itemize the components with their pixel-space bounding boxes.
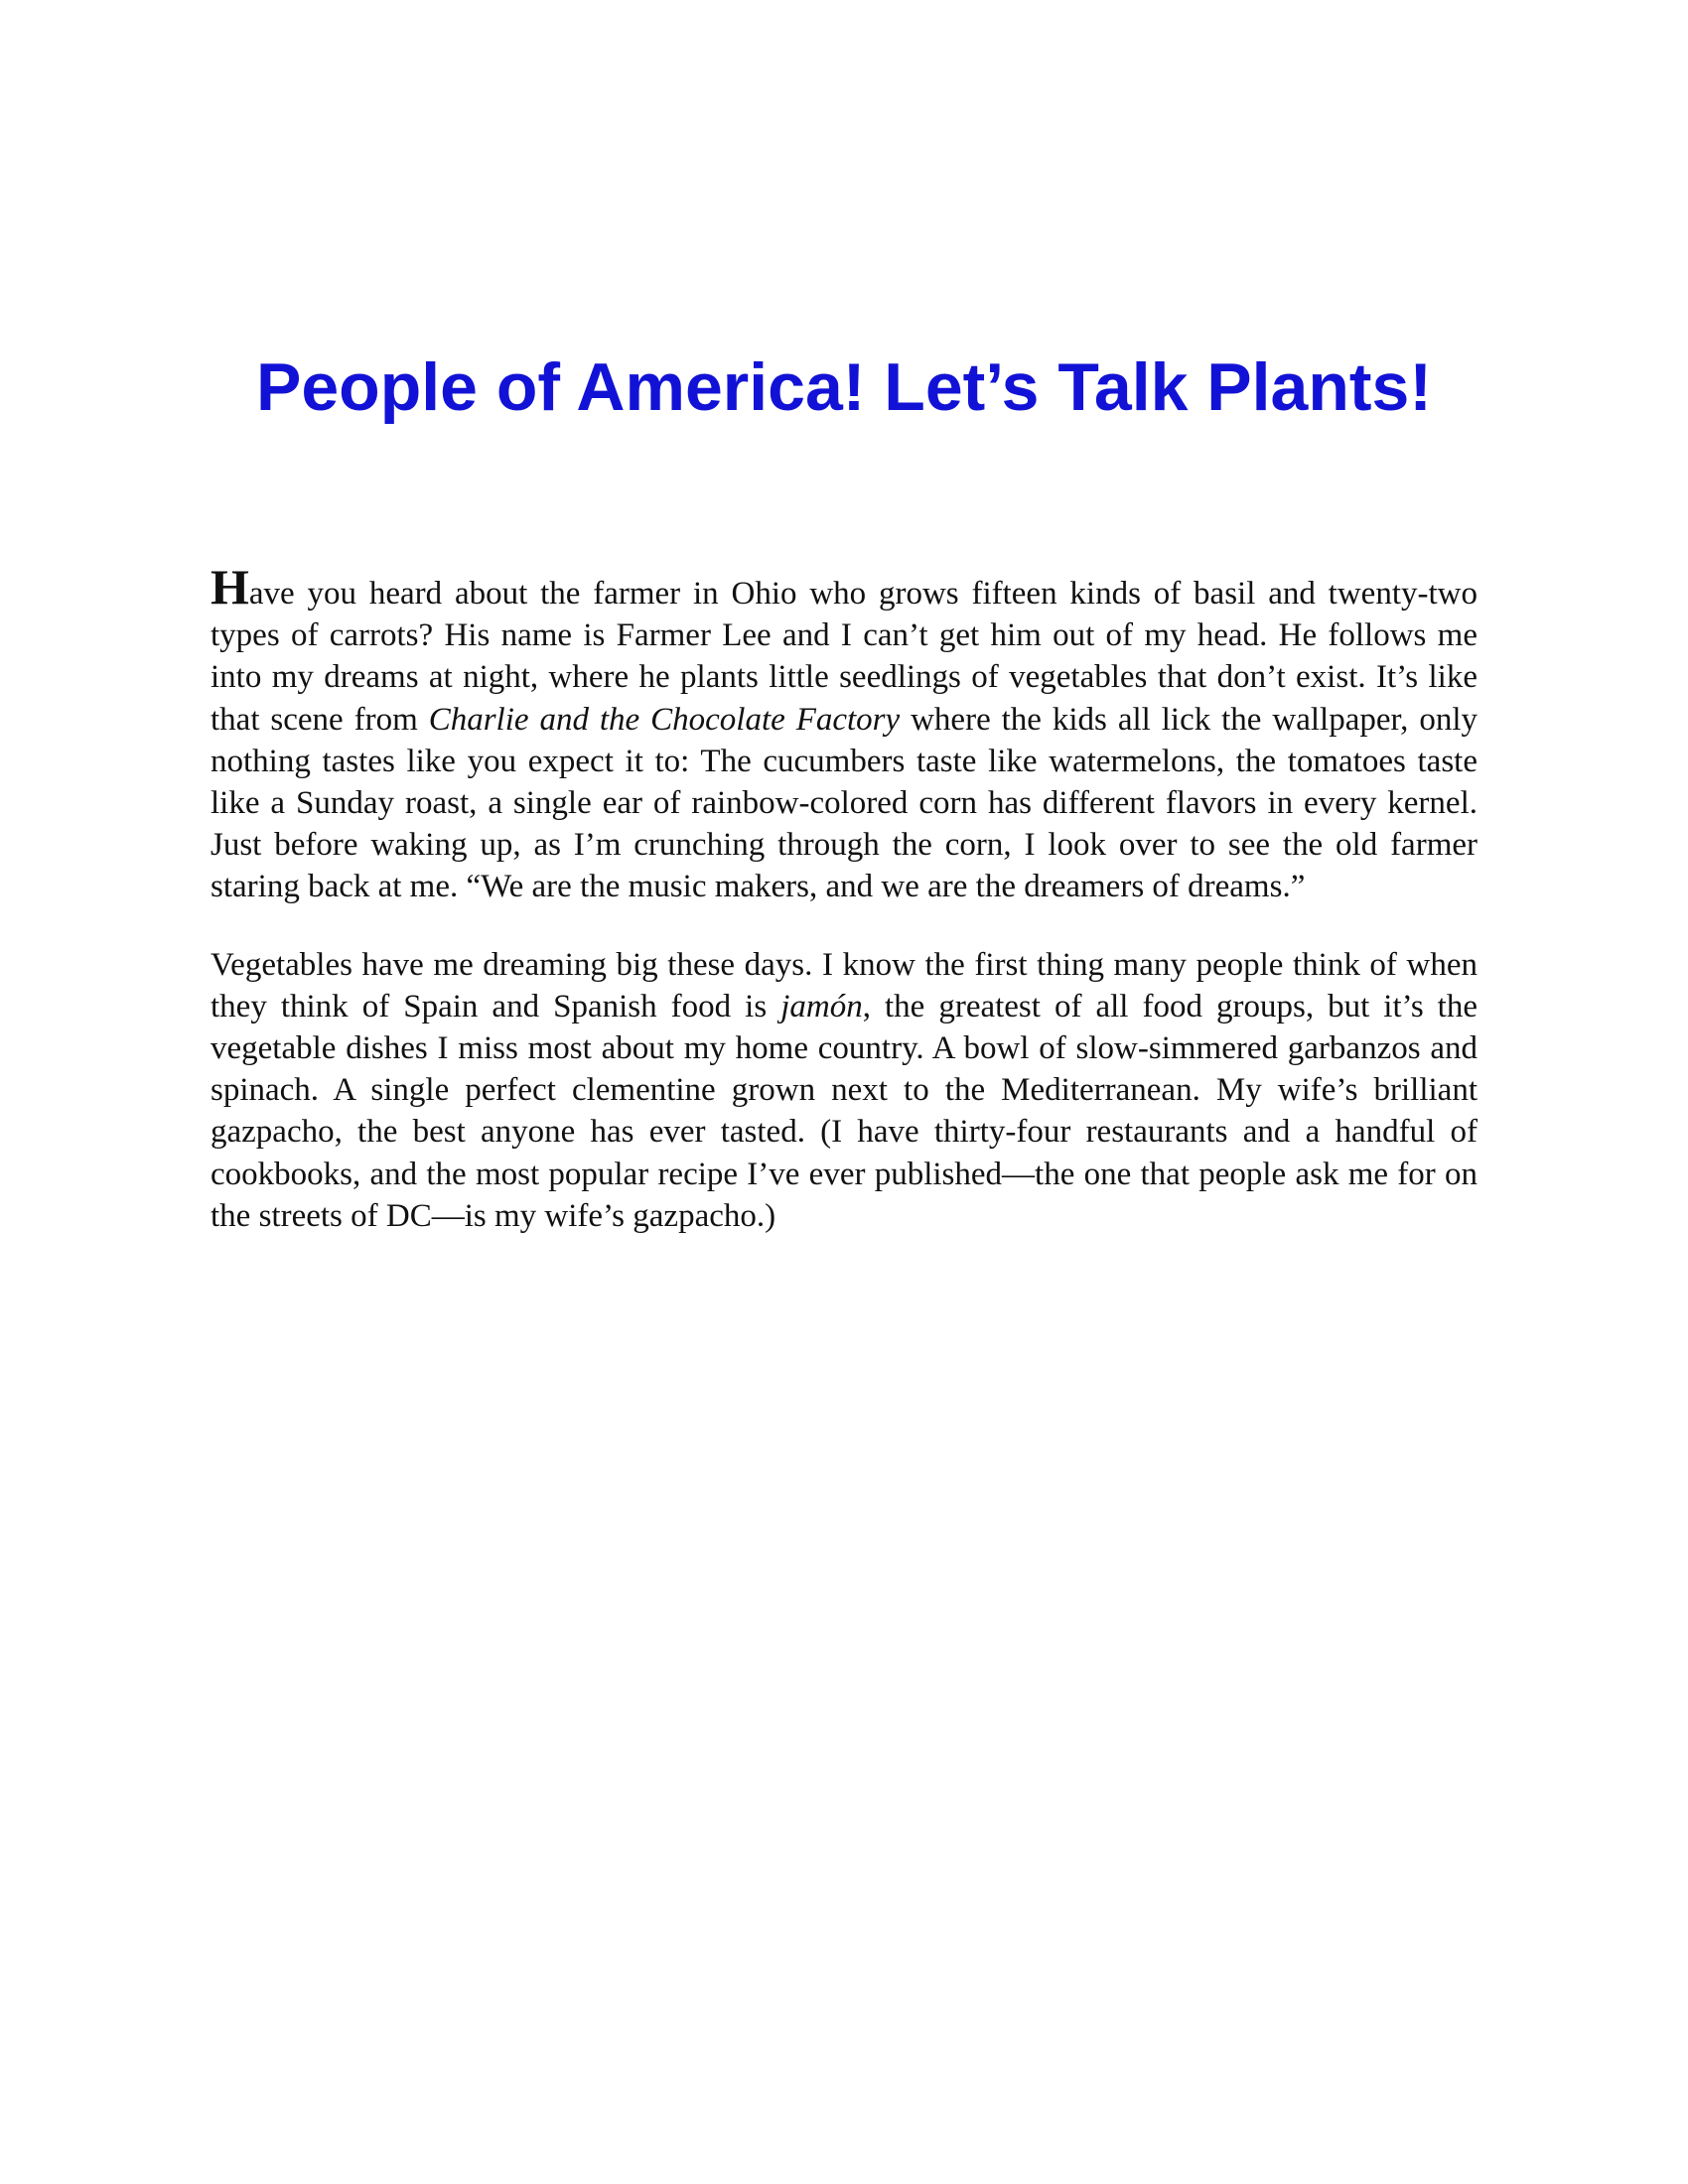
paragraph-1-segment-3: where the kids all lick the wallpaper, only nothing tastes like you expect it to: The cucumbers taste like watermelons, the tomatoes taste like a Sunday roast, a single ear of rainbow-colored corn has different flavors in every kernel. Just before waking up, as I’m crunching through the corn, I look over to see the old farmer staring back at me. “We are the music makers, and we are the dreamers of dreams.” [211,701,1478,905]
paragraph-2-segment-3: , the greatest of all food groups, but it’s the vegetable dishes I miss most about my home country. A bowl of slow-simmered garbanzos and spinach. A single perfect clementine grown next to the Mediterranean. My wife’s brilliant gazpacho, the best anyone has ever tasted. (I have thirty-four restaurants and a handful of cookbooks, and the most popular recipe I’ve ever published—the one that people ask me for on the streets of DC—is my wife’s gazpacho.) [211,988,1478,1234]
body-text [211,559,1478,1273]
drop-cap: H [211,559,249,614]
italic-term: jamón [780,988,863,1024]
paragraph-1-segment-1: ave you heard about the farmer in Ohio who grows fifteen kinds of basil and twenty-two types of carrots? His name is Farmer Lee and I can’t get him out of my head. He follows me into my dreams at night, where he plants little seedlings of vegetables that don’t exist. It’s like that scene from [211,576,1477,738]
chapter-title: People of America! Let’s Talk Plants! [255,349,1433,425]
book-title: Charlie and the Chocolate Factory [428,701,901,738]
paragraph-2-segment-1: Vegetables have me dreaming big these days. I know the first thing many people think of when they think of Spain and Spanish food is [211,946,1477,1024]
paragraph-1 [211,559,1478,908]
paragraph-2 [211,944,1477,1237]
